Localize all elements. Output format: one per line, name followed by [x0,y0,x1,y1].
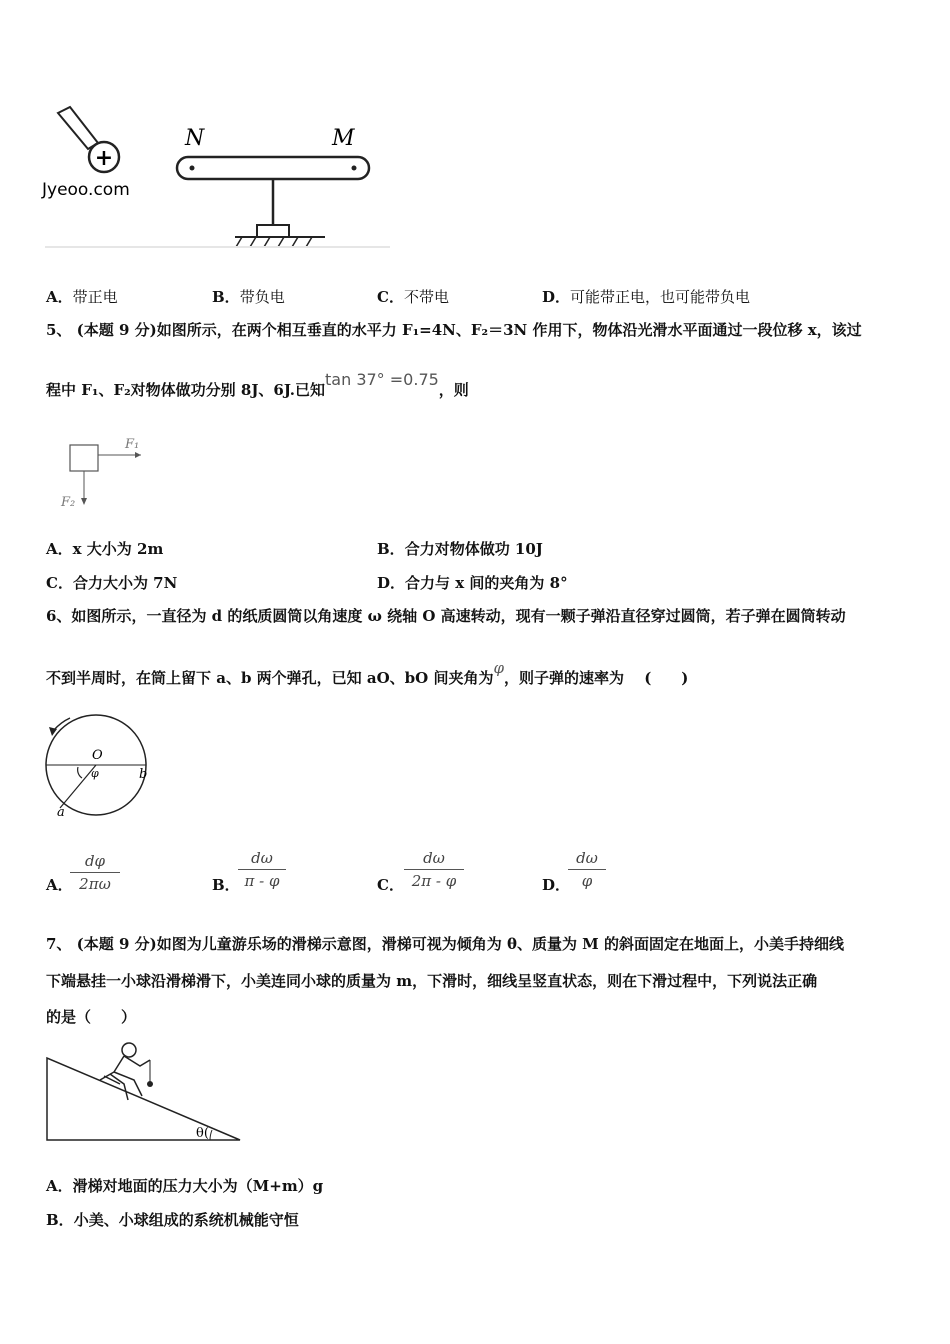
q6-stem-post: ，则子弹的速率为 ( ) [503,669,689,687]
q6-option-a-fraction[interactable]: dφ 2πω [70,852,120,893]
bar-end-n [190,166,195,171]
q5-stem-line1: 5、 (本题 9 分)如图所示，在两个相互垂直的水平力 F₁=4N、F₂＝3N 作用下，物体沿光滑水平面通过一段位移 x，该过 [46,321,862,339]
q6-option-d-fraction[interactable]: dω φ [568,849,606,890]
tan-formula: tan 37° =0.75 [325,370,439,389]
q6-stem-line1: 6、如图所示，一直径为 d 的纸质圆筒以角速度 ω 绕轴 O 高速转动，现有一颗子弹沿直径穿过圆筒，若子弹在圆筒转动 [46,607,846,625]
q6-option-b-letter[interactable]: B． [212,876,240,894]
label-m: M [332,126,355,151]
q6-option-d-letter[interactable]: D． [542,876,571,894]
q7-option-b[interactable]: B．小美、小球组成的系统机械能守恒 [46,1211,299,1229]
q4-figure [40,95,400,255]
stand-base [257,225,289,237]
q4-option-d[interactable]: D．可能带正电，也可能带负电 [542,288,751,306]
plus-sign: + [94,145,114,171]
label-b: b [139,767,148,782]
label-n: N [185,126,205,151]
phi-symbol: φ [493,659,504,677]
label-phi: φ [91,767,99,780]
metal-bar [177,157,369,179]
q5-option-d[interactable]: D．合力与 x 间的夹角为 8° [377,574,568,592]
q5-stem-line2 [46,370,469,400]
ball [147,1081,153,1087]
q7-stem-line3: 的是（ ） [46,1008,137,1026]
q6-cylinder-figure [38,708,158,820]
rod-handle [58,107,98,149]
q7-stem-line1: 7、 (本题 9 分)如图为儿童游乐场的滑梯示意图，滑梯可视为倾角为 θ、质量为 M 的斜面固定在地面上，小美手持细线 [46,935,845,953]
q6-option-c-letter[interactable]: C． [377,876,404,894]
ground-hatch [236,237,312,247]
q4-option-b[interactable]: B．带负电 [212,288,285,306]
block [70,445,98,471]
q5-stem-pre: 程中 F₁、F₂对物体做功分别 8J、6J.已知 [46,381,326,399]
q4-option-c[interactable]: C．不带电 [377,288,449,306]
q6-option-c-fraction[interactable]: dω 2π - φ [404,849,464,890]
label-f2: F₂ [61,495,76,510]
label-theta: θ( [196,1126,209,1141]
q6-stem-pre: 不到半周时，在筒上留下 a、b 两个弹孔，已知 aO、bO 间夹角为 [46,669,494,687]
q5-option-a[interactable]: A．x 大小为 2m [46,540,164,558]
label-a: a [57,805,65,820]
q6-option-b-fraction[interactable]: dω π - φ [238,849,286,890]
q5-stem-post: ，则 [438,381,469,399]
q7-slide-figure [44,1038,249,1146]
angle-arc [78,767,82,778]
watermark: Jyeoo.com [42,180,130,200]
q7-option-a[interactable]: A．滑梯对地面的压力大小为（M+m）g [46,1177,324,1195]
q6-option-a-letter[interactable]: A． [46,876,73,894]
label-f1: F₁ [125,437,140,452]
slide-incline [47,1058,240,1140]
label-o: O [92,748,103,763]
q4-option-a[interactable]: A．带正电 [46,288,118,306]
bar-end-m [352,166,357,171]
q5-option-c[interactable]: C．合力大小为 7N [46,574,178,592]
q5-option-b[interactable]: B．合力对物体做功 10J [377,540,543,558]
q6-stem-line2 [46,659,689,688]
q7-stem-line2: 下端悬挂一小球沿滑梯滑下，小美连同小球的质量为 m，下滑时，细线呈竖直状态，则在下滑过程中，下列说法正确 [46,972,818,990]
q5-force-figure [55,433,155,513]
